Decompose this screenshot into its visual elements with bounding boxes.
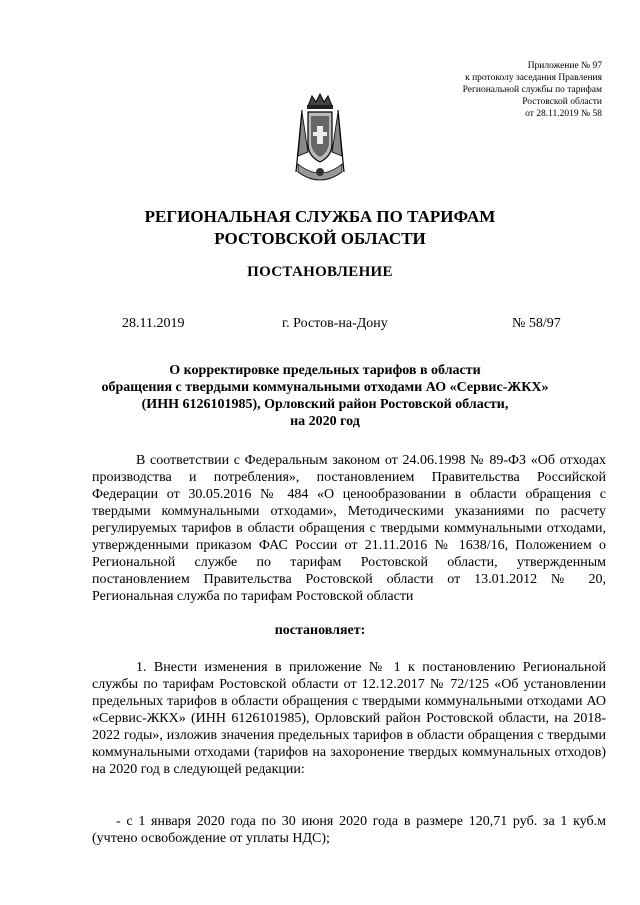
- organization-name: [0, 206, 640, 250]
- preamble-paragraph: В соответствии с Федеральным законом от 24.06.1998 № 89-ФЗ «Об отходах производства и потребления», постановлением Правительства Российской Федерации от 30.05.2016 № 484 «О ценообразовании в области обращения с твердыми коммунальными отходами», Методическими указаниями по расчету регулируемых тарифов в области обращения с твердыми коммунальными отходами, утвержденными приказом ФАС России от 21.11.2016 № 1638/16, Положением о Региональной службе по тарифам Ростовской области, утвержденным постановлением Правительства Ростовской области от 13.01.2012 № 20, Региональная служба по тарифам Ростовской области: [92, 453, 606, 604]
- org-line: РОСТОВСКОЙ ОБЛАСТИ: [214, 229, 426, 248]
- rostov-coat-of-arms-icon: [288, 92, 352, 184]
- subject-line: О корректировке предельных тарифов в области: [169, 363, 481, 378]
- annex-line: Ростовской области: [522, 97, 602, 107]
- item-1-paragraph: 1. Внести изменения в приложение № 1 к постановлению Региональной службы по тарифам Ростовской области от 12.12.2017 № 72/125 «Об установлении предельных тарифов в области обращения с твердыми коммунальными отходами АО «Сервис-ЖКХ» (ИНН 6126101985), Орловский район Ростовской области, на 2018-2022 годы», изложив значения предельных тарифов в области обращения с твердыми коммунальными отходами (тарифов на захоронение твердых коммунальных отходов) на 2020 год в следующей редакции:: [92, 660, 606, 777]
- document-date: 28.11.2019: [122, 316, 185, 331]
- annex-line: к протоколу заседания Правления: [465, 73, 602, 83]
- annex-line: от 28.11.2019 № 58: [525, 109, 602, 119]
- document-city: г. Ростов-на-Дону: [282, 316, 388, 331]
- annex-line: Региональной службы по тарифам: [462, 85, 602, 95]
- annex-line: Приложение № 97: [527, 61, 602, 71]
- subject-line: (ИНН 6126101985), Орловский район Ростовской области,: [141, 397, 509, 412]
- subject-line: на 2020 год: [290, 414, 360, 429]
- document-number: № 58/97: [512, 316, 561, 331]
- subject-line: обращения с твердыми коммунальными отходами АО «Сервис-ЖКХ»: [101, 380, 549, 395]
- org-line: РЕГИОНАЛЬНАЯ СЛУЖБА ПО ТАРИФАМ: [144, 207, 496, 226]
- document-type: ПОСТАНОВЛЕНИЕ: [247, 264, 393, 280]
- annex-reference: [463, 60, 602, 120]
- resolves-heading: постановляет:: [274, 623, 366, 638]
- document-subject: [80, 362, 570, 430]
- item-1-subitem: - с 1 января 2020 года по 30 июня 2020 года в размере 120,71 руб. за 1 куб.м (учтено освобождение от уплаты НДС);: [92, 814, 606, 846]
